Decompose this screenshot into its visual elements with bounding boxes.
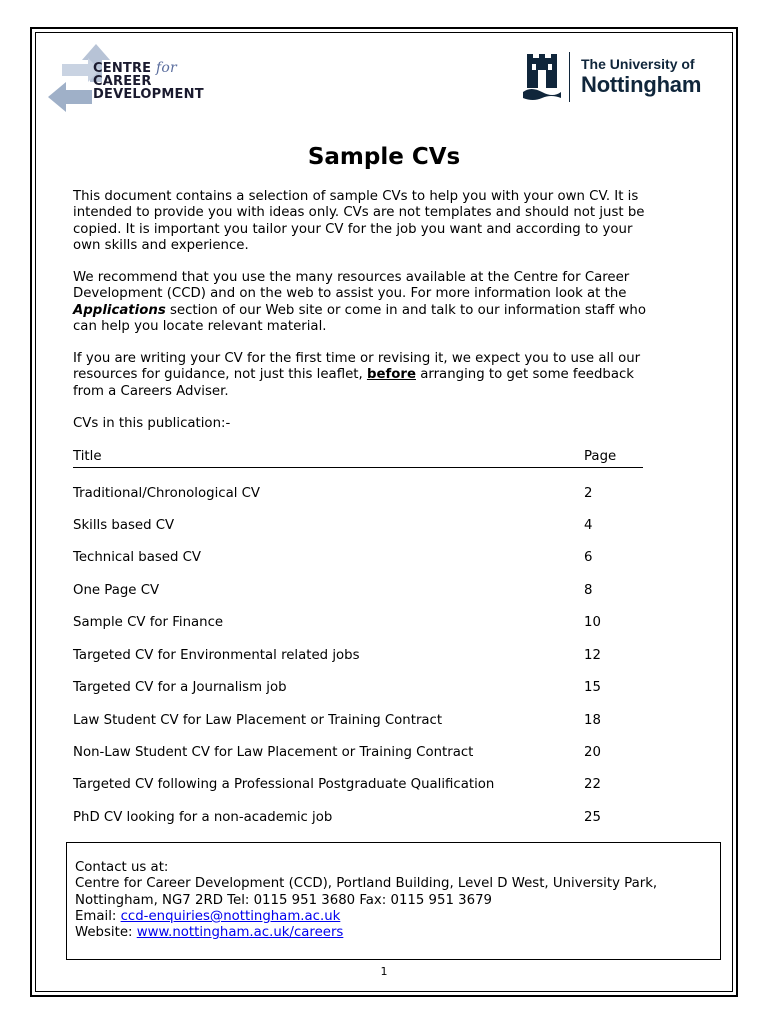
toc-row <box>73 550 643 568</box>
toc-row <box>73 648 643 666</box>
toc-row-title: Skills based CV <box>73 518 175 533</box>
toc-row <box>73 680 643 698</box>
toc-row-page: 15 <box>584 680 601 695</box>
university-name-line1: The University of <box>581 56 695 72</box>
toc-row-page: 18 <box>584 713 601 728</box>
toc-row-page: 10 <box>584 615 601 630</box>
contact-website-line: Website: www.nottingham.ac.uk/careers <box>75 925 344 941</box>
intro-paragraph: This document contains a selection of sample CVs to help you with your own CV. It is intended to provide you with ideas only. CVs are not templates and should not just be copied. It is important you tailor your CV for the job you want and according to your own skills and experience. <box>73 189 645 253</box>
contact-heading: Contact us at: <box>75 860 169 875</box>
toc-row <box>73 615 643 633</box>
publication-list-intro: CVs in this publication:- <box>73 416 231 431</box>
page-number: 1 <box>380 965 388 978</box>
contact-email-line: Email: ccd-enquiries@nottingham.ac.uk <box>75 908 341 924</box>
toc-row-title: Targeted CV for a Journalism job <box>73 680 287 695</box>
website-link[interactable]: www.nottingham.ac.uk/careers <box>136 925 344 941</box>
toc-row <box>73 745 643 763</box>
toc-row-page: 8 <box>584 583 593 598</box>
toc-row <box>73 810 643 828</box>
toc-row-title: Targeted CV for Environmental related jobs <box>73 648 360 663</box>
toc-row <box>73 713 643 731</box>
page-title: Sample CVs <box>307 144 461 170</box>
toc-row-title: Non-Law Student CV for Law Placement or Training Contract <box>73 745 474 760</box>
resources-paragraph: We recommend that you use the many resources available at the Centre for Career Development (CCD) and on the web to assist you. For more information look at the Applications section of our Web site or come in and talk to our information staff who can help you locate relevant material. <box>73 270 646 334</box>
toc-row <box>73 583 643 601</box>
ccd-logo <box>48 42 208 112</box>
toc-row <box>73 777 643 795</box>
email-link[interactable]: ccd-enquiries@nottingham.ac.uk <box>120 908 341 924</box>
toc-row-page: 6 <box>584 550 593 565</box>
toc-row-page: 20 <box>584 745 601 760</box>
toc-row-title: Traditional/Chronological CV <box>73 486 261 501</box>
university-logo <box>521 50 711 106</box>
toc-row <box>73 518 643 536</box>
toc-row-title: Technical based CV <box>73 550 202 565</box>
toc-row-page: 2 <box>584 486 593 501</box>
toc-row-title: One Page CV <box>73 583 160 598</box>
toc-row-page: 4 <box>584 518 593 533</box>
toc-header <box>73 449 643 468</box>
nottingham-castle-crest-icon <box>521 52 563 104</box>
toc-header-page: Page <box>584 449 617 464</box>
university-name-line2: Nottingham <box>581 72 702 97</box>
ccd-logo-text: CENTRE for CAREER DEVELOPMENT <box>93 60 204 102</box>
toc-row-title: PhD CV looking for a non-academic job <box>73 810 333 825</box>
toc-row-title: Targeted CV following a Professional Postgraduate Qualification <box>73 777 495 792</box>
toc-row-page: 12 <box>584 648 601 663</box>
contact-box <box>66 842 721 960</box>
guidance-paragraph: If you are writing your CV for the first time or revising it, we expect you to use all our resources for guidance, not just this leaflet, before arranging to get some feedback from a Careers Adviser. <box>73 351 641 399</box>
before-emphasis: before <box>366 367 416 383</box>
toc-row-page: 25 <box>584 810 601 825</box>
applications-emphasis: Applications <box>73 302 166 318</box>
contact-address: Centre for Career Development (CCD), Portland Building, Level D West, University Park, Nottingham, NG7 2RD Tel: 0115 951 3680 Fax: 0115 951 3679 <box>75 876 658 908</box>
logo-divider <box>569 52 570 102</box>
toc-row-title: Law Student CV for Law Placement or Training Contract <box>73 713 443 728</box>
toc-row-title: Sample CV for Finance <box>73 615 224 630</box>
toc-header-title: Title <box>73 449 102 464</box>
toc-row-page: 22 <box>584 777 601 792</box>
toc-row <box>73 486 643 504</box>
